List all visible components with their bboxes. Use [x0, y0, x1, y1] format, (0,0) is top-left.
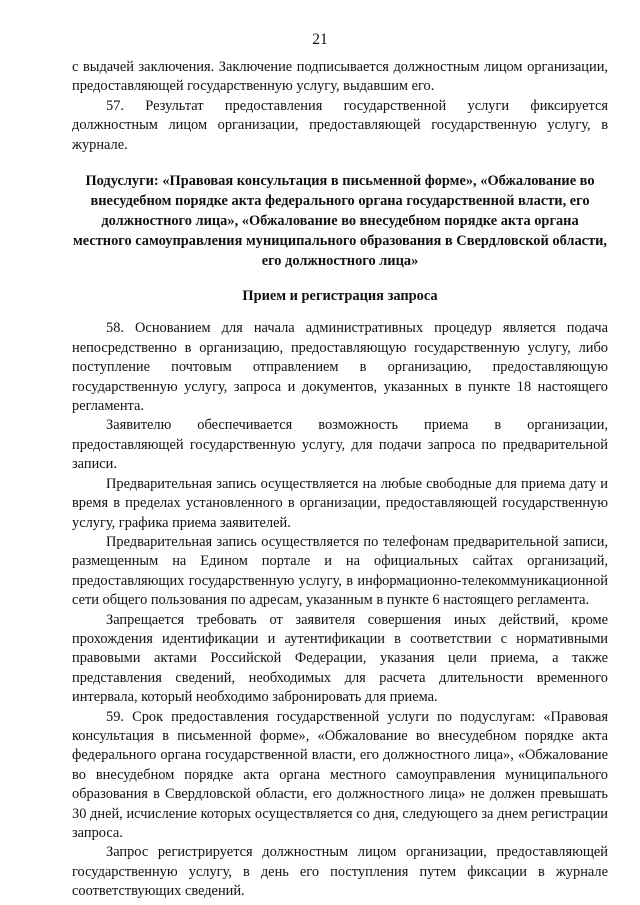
paragraph-appointment-possibility: Заявителю обеспечивается возможность приема в организации, предоставляющей государственную услугу, для подачи запроса по предварительной записи. — [72, 417, 608, 473]
page-body — [72, 58, 608, 902]
page-number: 21 — [312, 31, 328, 48]
paragraph-59: 59. Срок предоставления государственной услуги по подуслугам: «Правовая консультация в письменной форме», «Обжалование во внесудебном порядке акта федерального органа государственной власти, его должностного лица», «Обжалование во внесудебном порядке акта органа местного самоуправления муниципального образования в Свердловской области, его должностного лица» не должен превышать 30 дней, исчисление которых осуществляется со дня, следующего за днем регистрации запроса. — [72, 708, 608, 841]
section-heading-subservices: Подуслуги: «Правовая консультация в письменной форме», «Обжалование во внесудебном порядке акта федерального органа государственной власти, его должностного лица», «Обжалование во внесудебном порядке акта органа местного самоуправления муниципального образования в Свердловской области, его должностного лица» — [72, 173, 608, 270]
paragraph-registration: Запрос регистрируется должностным лицом организации, предоставляющей государственную услугу, в день его поступления путем фиксации в журнале соответствующих сведений. — [72, 844, 608, 900]
paragraph-continuation: с выдачей заключения. Заключение подписывается должностным лицом организации, предоставляющей государственную услугу, выдавшим его. — [72, 59, 608, 95]
paragraph-58: 58. Основанием для начала административных процедур является подача непосредственно в организацию, предоставляющую государственную услугу, либо поступление почтовым отправлением в организацию, предоставляющую государственную услугу, запроса и документов, указанных в пункте 18 настоящего регламента. — [72, 320, 608, 415]
paragraph-appointment-phones: Предварительная запись осуществляется по телефонам предварительной записи, размещенным на Едином портале и на официальных сайтах организаций, предоставляющих государственную услугу, в информационно-телекоммуникационной сети общего пользования по адресам, указанным в пункте 6 настоящего регламента. — [72, 533, 608, 609]
section-heading-request-intake: Прием и регистрация запроса — [242, 288, 438, 305]
paragraph-appointment-time: Предварительная запись осуществляется на любые свободные для приема дату и время в пределах установленного в организации, предоставляющей государственную услугу, графика приема заявителей. — [72, 475, 608, 531]
paragraph-prohibition: Запрещается требовать от заявителя совершения иных действий, кроме прохождения идентификации и аутентификации в соответствии с нормативными правовыми актами Российской Федерации, указания цели приема, а также представления сведений, необходимых для расчета длительности временного интервала, который необходимо забронировать для приема. — [72, 611, 608, 706]
paragraph-57: 57. Результат предоставления государственной услуги фиксируется должностным лицом организации, предоставляющей государственную услугу, в журнале. — [72, 97, 608, 153]
